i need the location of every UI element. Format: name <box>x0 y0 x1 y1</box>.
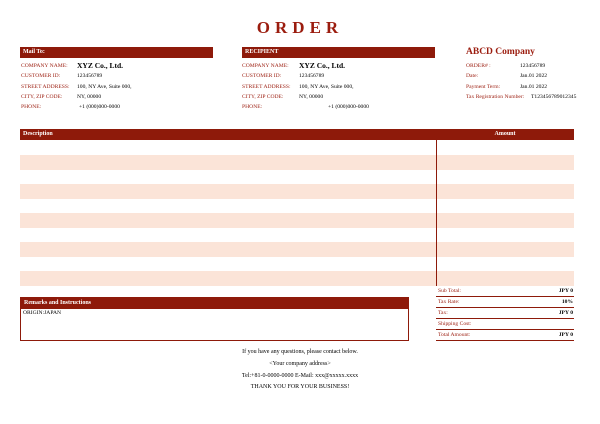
date-label: Date: <box>466 73 479 79</box>
recipient-phone-value: +1 (000)000-0000 <box>328 104 369 110</box>
shipping-cost-row <box>436 319 574 330</box>
item-row[interactable] <box>20 184 574 199</box>
mail-to-customer-id-value: 123456789 <box>77 73 103 79</box>
remarks-box <box>20 297 409 341</box>
recipient-street-value: 100, NY Ave, Suite 000, <box>299 84 354 90</box>
amount-column-divider <box>436 129 437 286</box>
total-amount-label: Total Amount: <box>438 332 471 338</box>
recipient-header-label: RECIPIENT <box>245 49 279 55</box>
recipient-header <box>242 47 435 58</box>
footer-thank-you: THANK YOU FOR YOUR BUSINESS! <box>250 384 350 390</box>
description-header: Description <box>23 131 53 137</box>
recipient-city-value: NY, 00000 <box>299 94 324 100</box>
recipient-phone-label: PHONE: <box>242 104 263 110</box>
recipient-company-label: COMPANY NAME: <box>242 63 289 69</box>
footer-tel-email: Tel:+81-0-0000-0000 E-Mail: xxx@xxxxx.xxxx <box>241 373 359 379</box>
mail-to-header <box>20 47 213 58</box>
mail-to-header-label: Mail To: <box>23 49 45 55</box>
tax-registration-value: T123456789012345 <box>531 94 577 100</box>
recipient-customer-id-value: 123456789 <box>299 73 325 79</box>
document-title: ORDER <box>256 18 344 37</box>
date-value: Jan.01 2022 <box>520 73 548 79</box>
tax-rate-value: 10% <box>561 299 573 305</box>
tax-registration-row <box>466 92 600 102</box>
amount-header: Amount <box>494 131 516 137</box>
item-row[interactable] <box>20 213 574 228</box>
item-row[interactable] <box>20 242 574 257</box>
mail-to-street-value: 100, NY Ave, Suite 000, <box>77 84 132 90</box>
tax-label: Tax: <box>438 310 448 316</box>
footer-contact-line: If you have any questions, please contact below. <box>242 349 358 355</box>
remarks-text[interactable]: ORIGIN:JAPAN <box>23 310 62 316</box>
mail-to-phone-value: +1 (000)000-0000 <box>79 104 120 110</box>
company-name: ABCD Company <box>466 47 535 57</box>
tax-value: JPY 0 <box>558 310 573 316</box>
recipient-company-value: XYZ Co., Ltd. <box>299 61 346 70</box>
remarks-header: Remarks and Instructions <box>21 298 408 309</box>
payment-term-label: Payment Term: <box>466 84 501 90</box>
shipping-cost-label: Shipping Cost: <box>438 321 472 327</box>
footer-address: <Your company address> <box>269 361 331 367</box>
mail-to-company-label: COMPANY NAME: <box>21 63 68 69</box>
total-amount-row <box>436 330 574 341</box>
order-number-value: 123456789 <box>520 63 546 69</box>
mail-to-company-value: XYZ Co., Ltd. <box>77 61 124 70</box>
tax-rate-row <box>436 297 574 308</box>
subtotal-label: Sub Total: <box>438 288 461 294</box>
tax-registration-label: Tax Registration Number: <box>466 94 525 100</box>
mail-to-customer-id-label: CUSTOMER ID: <box>21 73 61 79</box>
mail-to-street-label: STREET ADDRESS: <box>21 84 70 90</box>
mail-to-city-label: CITY, ZIP CODE: <box>21 94 63 100</box>
tax-rate-label: Tax Rate: <box>438 299 460 305</box>
mail-to-phone-label: PHONE: <box>21 104 42 110</box>
order-number-label: ORDER# : <box>466 63 491 69</box>
mail-to-city-value: NY, 00000 <box>77 94 102 100</box>
recipient-customer-id-label: CUSTOMER ID: <box>242 73 282 79</box>
items-table-header <box>20 129 574 140</box>
recipient-street-label: STREET ADDRESS: <box>242 84 291 90</box>
total-amount-value: JPY 0 <box>558 332 573 338</box>
subtotal-row <box>436 286 574 297</box>
subtotal-value: JPY 0 <box>558 288 573 294</box>
recipient-city-label: CITY, ZIP CODE: <box>242 94 284 100</box>
payment-term-value: Jan.01 2022 <box>520 84 548 90</box>
item-row[interactable] <box>20 155 574 170</box>
tax-row <box>436 308 574 319</box>
item-row[interactable] <box>20 271 574 286</box>
